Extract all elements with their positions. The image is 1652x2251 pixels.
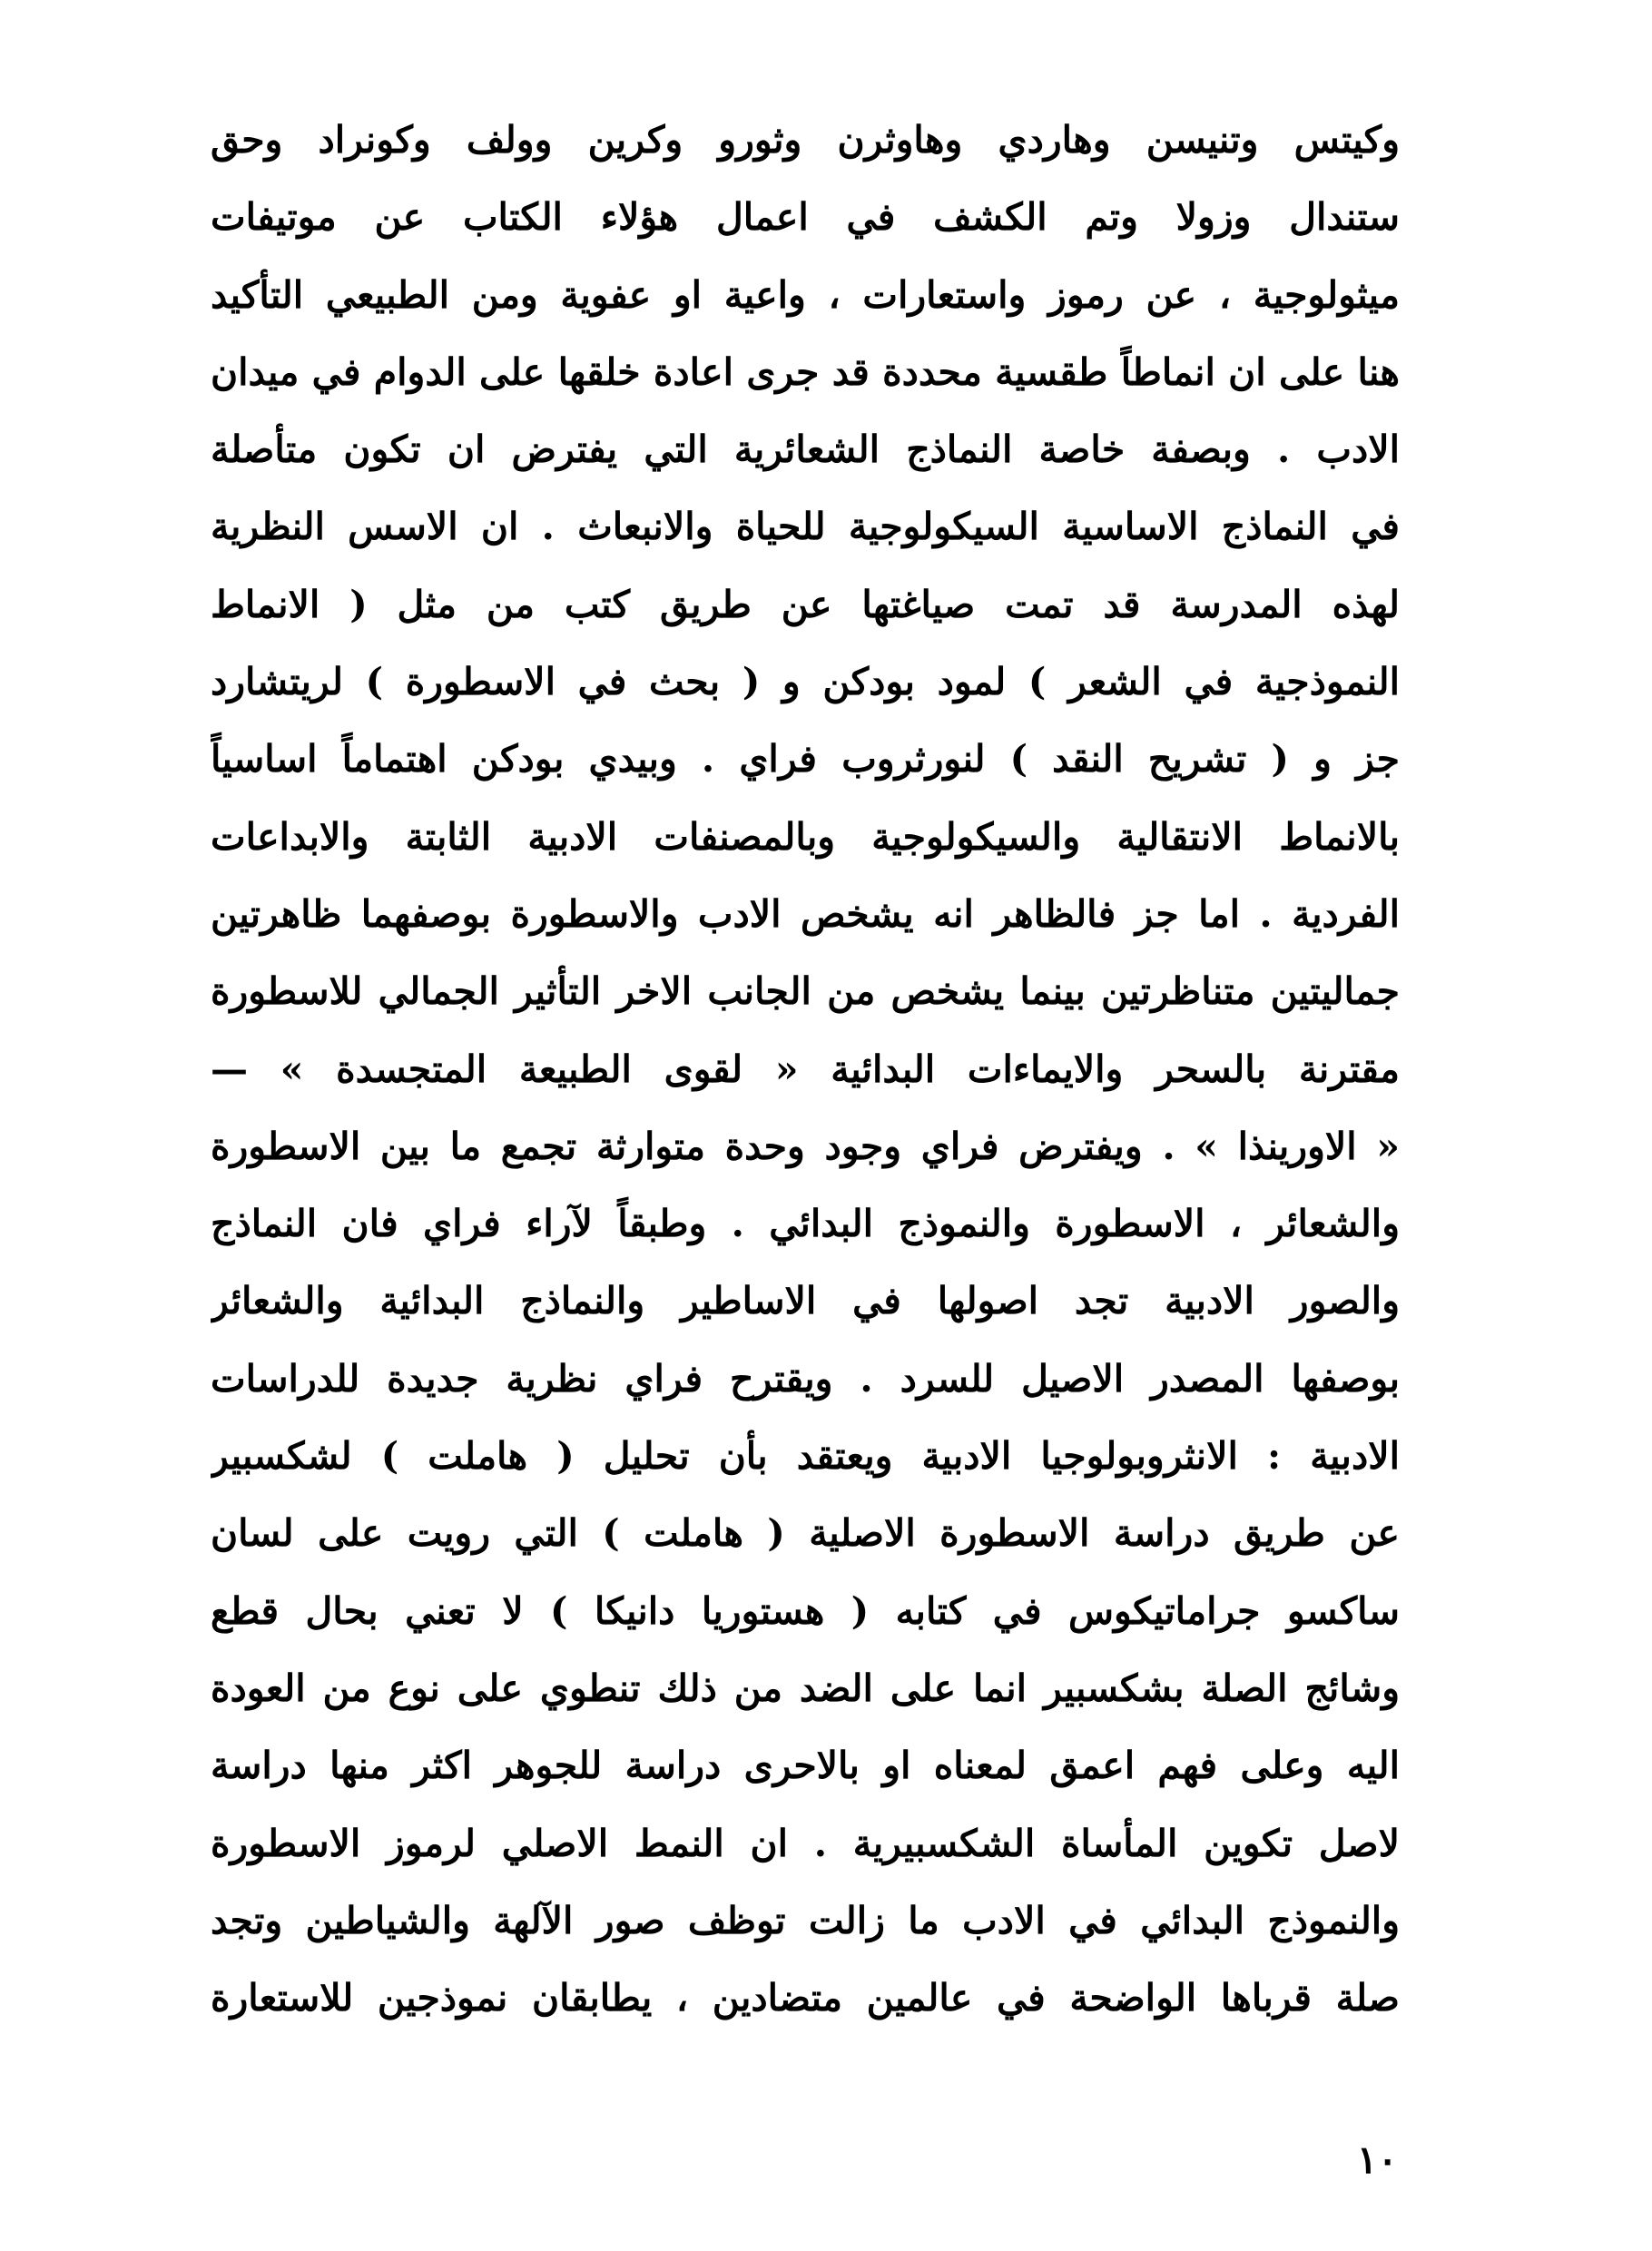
text-line-2: ستندال وزولا وتم الكشف في اعمال هؤلاء الكتاب عن موتيفات — [211, 195, 1400, 240]
text-line-8: النموذجية في الشعر ) لمود بودكن و ( بحث في الاسطورة ) لريتشارد — [211, 660, 1400, 704]
text-line-10: بالانماط الانتقالية والسيكولوجية وبالمصنفات الادبية الثابتة والابداعات — [211, 814, 1400, 859]
text-line-12: جماليتين متناظرتين بينما يشخص من الجانب الاخر التأثير الجمالي للاسطورة — [211, 969, 1400, 1014]
page-number: ١٠ — [1356, 2138, 1398, 2182]
body-text — [211, 102, 1400, 2037]
text-line-23: لاصل تكوين المأساة الشكسبيرية . ان النمط الاصلي لرموز الاسطورة — [211, 1821, 1400, 1865]
text-line-13: مقترنة بالسحر والايماءات البدائية « لقوى الطبيعة المتجسدة » — — [211, 1047, 1400, 1091]
text-line-14: « الاورينذا » . ويفترض فراي وجود وحدة متوارثة تجمع ما بين الاسطورة — [211, 1124, 1400, 1168]
text-line-25: صلة قرباها الواضحة في عالمين متضادين ، يطابقان نموذجين للاستعارة — [211, 1976, 1400, 2020]
text-line-4: هنا على ان انماطاً طقسية محددة قد جرى اعادة خلقها على الدوام في ميدان — [211, 349, 1400, 394]
text-line-9: جز و ( تشريح النقد ) لنورثروب فراي . وبيدي بودكن اهتماماً اساسياً — [211, 737, 1400, 781]
text-line-6: في النماذج الاساسية السيكولوجية للحياة والانبعاث . ان الاسس النظرية — [211, 505, 1400, 549]
text-line-24: والنموذج البدائي في الادب ما زالت توظف صور الآلهة والشياطين وتجد — [211, 1898, 1400, 1942]
text-line-19: عن طريق دراسة الاسطورة الاصلية ( هاملت ) التي رويت على لسان — [211, 1511, 1400, 1556]
text-line-1: وكيتس وتنيسن وهاردي وهاوثرن وثورو وكرين وولف وكونراد وحق — [211, 118, 1400, 162]
text-line-11: الفردية . اما جز فالظاهر انه يشخص الادب والاسطورة بوصفهما ظاهرتين — [211, 891, 1400, 936]
text-line-17: بوصفها المصدر الاصيل للسرد . ويقترح فراي نظرية جديدة للدراسات — [211, 1356, 1400, 1401]
text-line-18: الادبية : الانثروبولوجيا الادبية ويعتقد بأن تحليل ( هاملت ) لشكسبير — [211, 1434, 1400, 1479]
text-line-22: اليه وعلى فهم اعمق لمعناه او بالاحرى دراسة للجوهر اكثر منها دراسة — [211, 1744, 1400, 1788]
text-line-5: الادب . وبصفة خاصة النماذج الشعائرية التي يفترض ان تكون متأصلة — [211, 428, 1400, 472]
text-line-20: ساكسو جراماتيكوس في كتابه ( هستوريا دانيكا ) لا تعني بحال قطع — [211, 1588, 1400, 1633]
text-line-7: لهذه المدرسة قد تمت صياغتها عن طريق كتب من مثل ( الانماط — [211, 582, 1400, 626]
text-line-3: ميثولوجية ، عن رموز واستعارات ، واعية او عفوية ومن الطبيعي التأكيد — [211, 272, 1400, 317]
text-line-15: والشعائر ، الاسطورة والنموذج البدائي . وطبقاً لآراء فراي فان النماذج — [211, 1202, 1400, 1246]
text-line-16: والصور الادبية تجد اصولها في الاساطير والنماذج البدائية والشعائر — [211, 1279, 1400, 1323]
text-line-21: وشائج الصلة بشكسبير انما على الضد من ذلك تنطوي على نوع من العودة — [211, 1666, 1400, 1710]
